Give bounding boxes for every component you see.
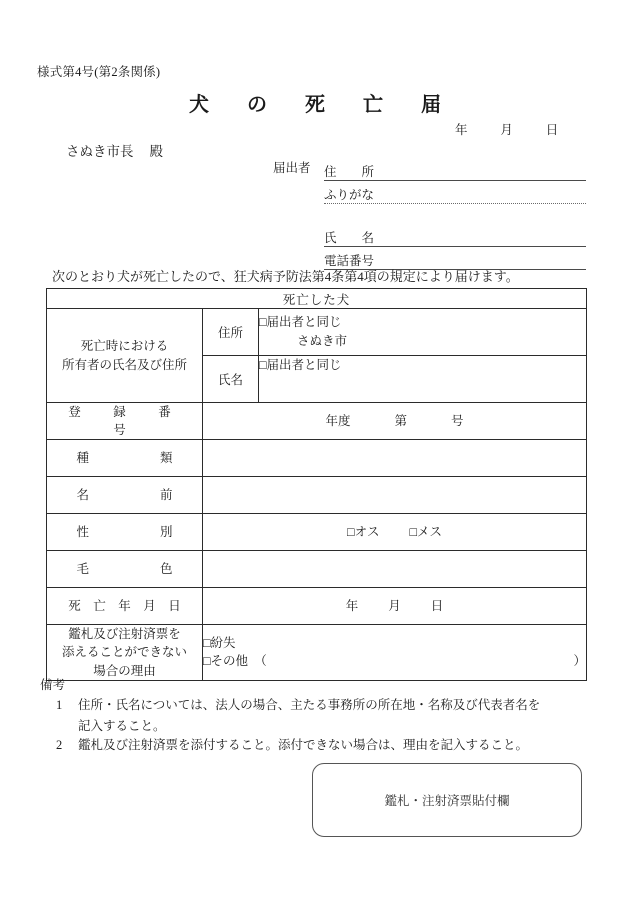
owner-address-sublabel: 住所 [203,309,259,356]
death-date-label-text: 死 亡 年 月 日 [68,599,181,614]
dog-name-label [47,477,203,514]
addressee [66,140,163,160]
notes-title: 備考 [40,678,66,692]
registration-go-label: 号 [451,413,464,428]
breed-row [47,440,587,477]
note-item-1 [40,696,600,715]
note-2-line1: 鑑札及び注射済票を添付すること。添付できない場合は、理由を記入すること。 [78,738,529,753]
death-date-label [47,588,203,625]
applicant-label: 届出者 [273,161,311,175]
coat-color-label [47,551,203,588]
applicant-phone-label: 電話番号 [324,253,375,268]
reason-other-row[interactable] [203,652,586,671]
reason-other-checkbox[interactable]: □その他 （ [203,654,267,669]
note-2-number: 2 [56,738,63,753]
coat-color-label-text: 毛 色 [76,562,173,577]
death-date-row [47,588,587,625]
reason-label-line3: 場合の理由 [93,663,156,678]
owner-label-cell [47,309,203,403]
statement-text: 次のとおり犬が死亡したので、狂犬病予防法第4条第4項の規定により届けます。 [52,269,519,284]
applicant-fields [324,158,586,270]
coat-color-value[interactable] [203,551,587,588]
applicant-furigana-label: ふりがな [324,187,375,202]
registration-year-label: 年度 [325,413,351,428]
table-header-cell: 死亡した犬 [47,289,587,309]
death-day-label: 日 [430,598,444,613]
reason-label-cell [47,625,203,680]
owner-address-value-cell[interactable] [259,309,587,356]
owner-address-same-checkbox[interactable]: □届出者と同じ [259,315,342,330]
applicant-name-label: 氏 名 [324,230,375,245]
registration-number-label [47,403,203,440]
note-1-number: 1 [56,698,63,713]
sex-label-text: 性 別 [76,525,173,540]
dog-name-row [47,477,587,514]
sex-male-checkbox[interactable]: □オス [347,524,380,539]
date-year-label: 年 [455,123,468,137]
reason-value-cell[interactable] [203,625,587,680]
reason-label-line2: 添えることができない [61,645,187,660]
owner-address-row [47,309,587,356]
registration-dai-label: 第 [394,413,408,428]
breed-label [47,440,203,477]
applicant-name-row[interactable] [324,224,586,247]
addressee-honorific: 殿 [149,144,163,159]
dog-name-value[interactable] [203,477,587,514]
death-month-label: 月 [388,598,401,613]
owner-name-value-cell[interactable] [259,356,587,403]
reason-other-close-paren: ） [573,654,587,669]
registration-number-row [47,403,587,440]
registration-number-label-text: 登 録 番 号 [68,405,204,438]
page-title: 犬 の 死 亡 届 [189,94,450,116]
sex-row [47,514,587,551]
sex-label [47,514,203,551]
reason-label-line1: 鑑札及び注射済票を [68,627,181,642]
date-line [455,120,558,138]
sex-value[interactable] [203,514,587,551]
breed-value[interactable] [203,440,587,477]
addressee-name: さぬき市長 [66,144,134,159]
coat-color-row [47,551,587,588]
attachment-area-box[interactable] [312,763,582,837]
date-day-label: 日 [545,123,559,137]
applicant-address-label: 住 所 [324,164,375,179]
owner-label-line1: 死亡時における [80,339,169,354]
notes-section [40,676,600,757]
reason-row [47,625,587,680]
note-1-line1: 住所・氏名については、法人の場合、主たる事務所の所在地・名称及び代表者名を [78,698,541,713]
applicant-spacer [324,204,586,224]
note-1-line2: 記入すること。 [78,718,166,733]
breed-label-text: 種 類 [76,451,173,466]
applicant-address-row[interactable] [324,158,586,181]
registration-number-value[interactable] [203,403,587,440]
applicant-furigana-row[interactable] [324,181,586,204]
note-item-2 [40,736,600,755]
death-date-value[interactable] [203,588,587,625]
owner-name-same-checkbox[interactable]: □届出者と同じ [259,358,342,372]
owner-label-line2: 所有者の氏名及び住所 [61,357,187,372]
form-code: 様式第4号(第2条関係) [37,65,161,79]
dog-name-label-text: 名 前 [76,488,173,503]
attachment-area-label: 鑑札・注射済票貼付欄 [384,794,510,808]
owner-name-sublabel: 氏名 [203,356,259,403]
death-year-label: 年 [345,598,359,613]
dog-death-table [46,288,587,681]
table-header-row [47,289,587,309]
sex-female-checkbox[interactable]: □メス [409,524,443,539]
reason-lost-checkbox[interactable]: □紛失 [203,635,236,650]
date-month-label: 月 [500,123,514,137]
owner-address-city: さぬき市 [297,334,348,348]
